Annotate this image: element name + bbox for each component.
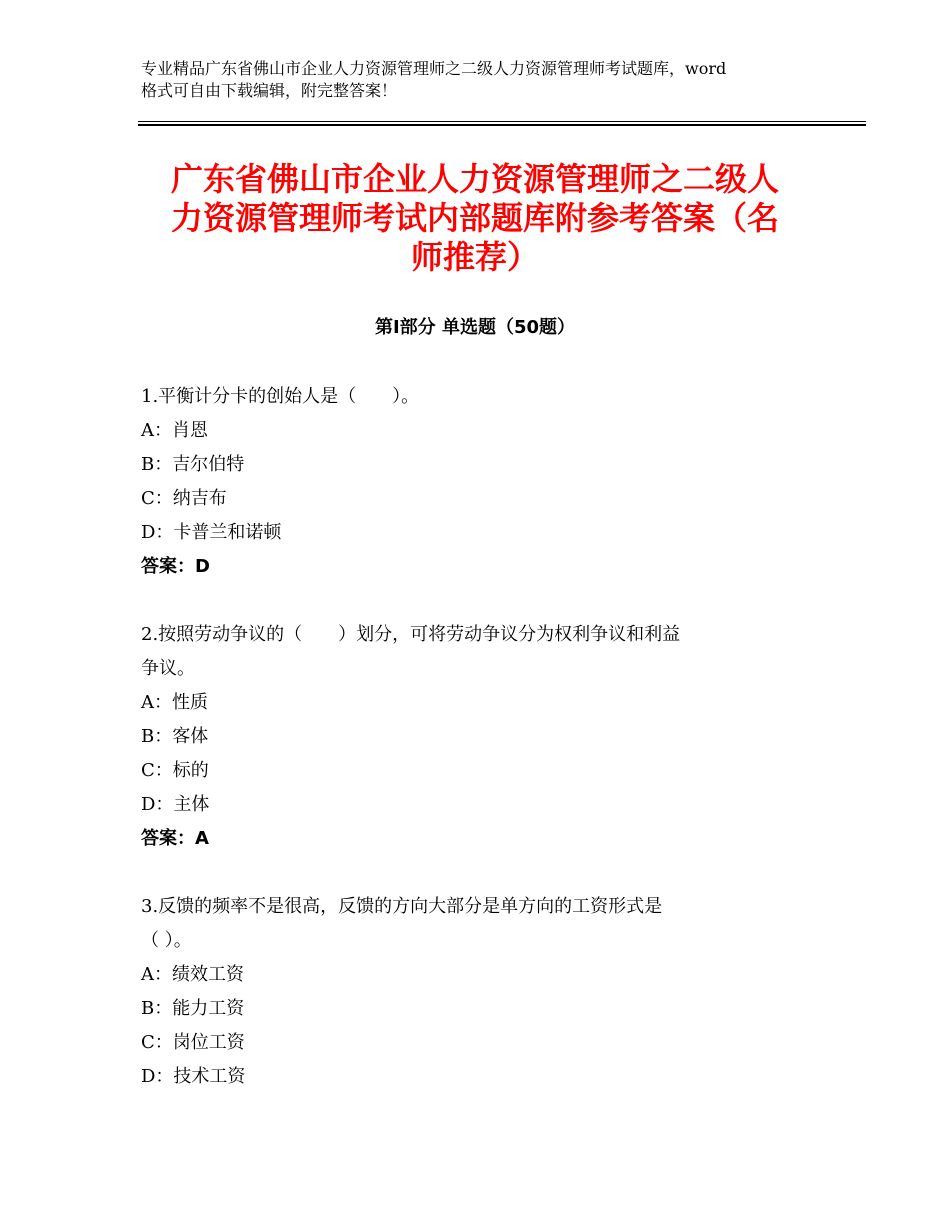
- option-c: C：标的: [141, 760, 209, 781]
- question-stem-line: 3.反馈的频率不是很高，反馈的方向大部分是单方向的工资形式是: [141, 896, 663, 917]
- question-stem-line: 1.平衡计分卡的创始人是（ ）。: [141, 386, 420, 407]
- answer-line: 答案：A: [141, 828, 209, 849]
- title-line-1: 广东省佛山市企业人力资源管理师之二级人: [170, 160, 779, 198]
- header-divider-thin: [138, 121, 866, 122]
- section-heading: 第Ⅰ部分 单选题（50题）: [374, 317, 575, 338]
- document-title: [138, 160, 812, 277]
- header-note-line-2: 格式可自由下载编辑，附完整答案！: [141, 81, 398, 100]
- question-1: [141, 380, 419, 584]
- question-2: [141, 618, 680, 856]
- option-a: A：性质: [141, 692, 208, 713]
- answer-line: 答案：D: [141, 556, 210, 577]
- option-a: A：肖恩: [141, 420, 208, 441]
- question-stem-line: 2.按照劳动争议的（ ）划分，可将劳动争议分为权利争议和利益: [141, 624, 681, 645]
- question-3: [141, 890, 662, 1094]
- option-d: D：卡普兰和诺顿: [141, 522, 282, 543]
- header-divider-thick: [138, 124, 866, 126]
- question-stem-line: 争议。: [141, 658, 195, 679]
- option-c: C：纳吉布: [141, 488, 227, 509]
- option-c: C：岗位工资: [141, 1032, 245, 1053]
- option-d: D：主体: [141, 794, 210, 815]
- question-stem-line: （ ）。: [141, 930, 192, 951]
- option-d: D：技术工资: [141, 1066, 246, 1087]
- title-line-2: 力资源管理师考试内部题库附参考答案（名: [170, 199, 779, 237]
- option-b: B：吉尔伯特: [141, 454, 245, 475]
- option-b: B：能力工资: [141, 998, 245, 1019]
- header-note: [141, 58, 841, 102]
- title-line-3: 师推荐）: [410, 238, 539, 276]
- option-a: A：绩效工资: [141, 964, 244, 985]
- header-note-line-1: 专业精品广东省佛山市企业人力资源管理师之二级人力资源管理师考试题库，word: [141, 59, 727, 78]
- option-b: B：客体: [141, 726, 209, 747]
